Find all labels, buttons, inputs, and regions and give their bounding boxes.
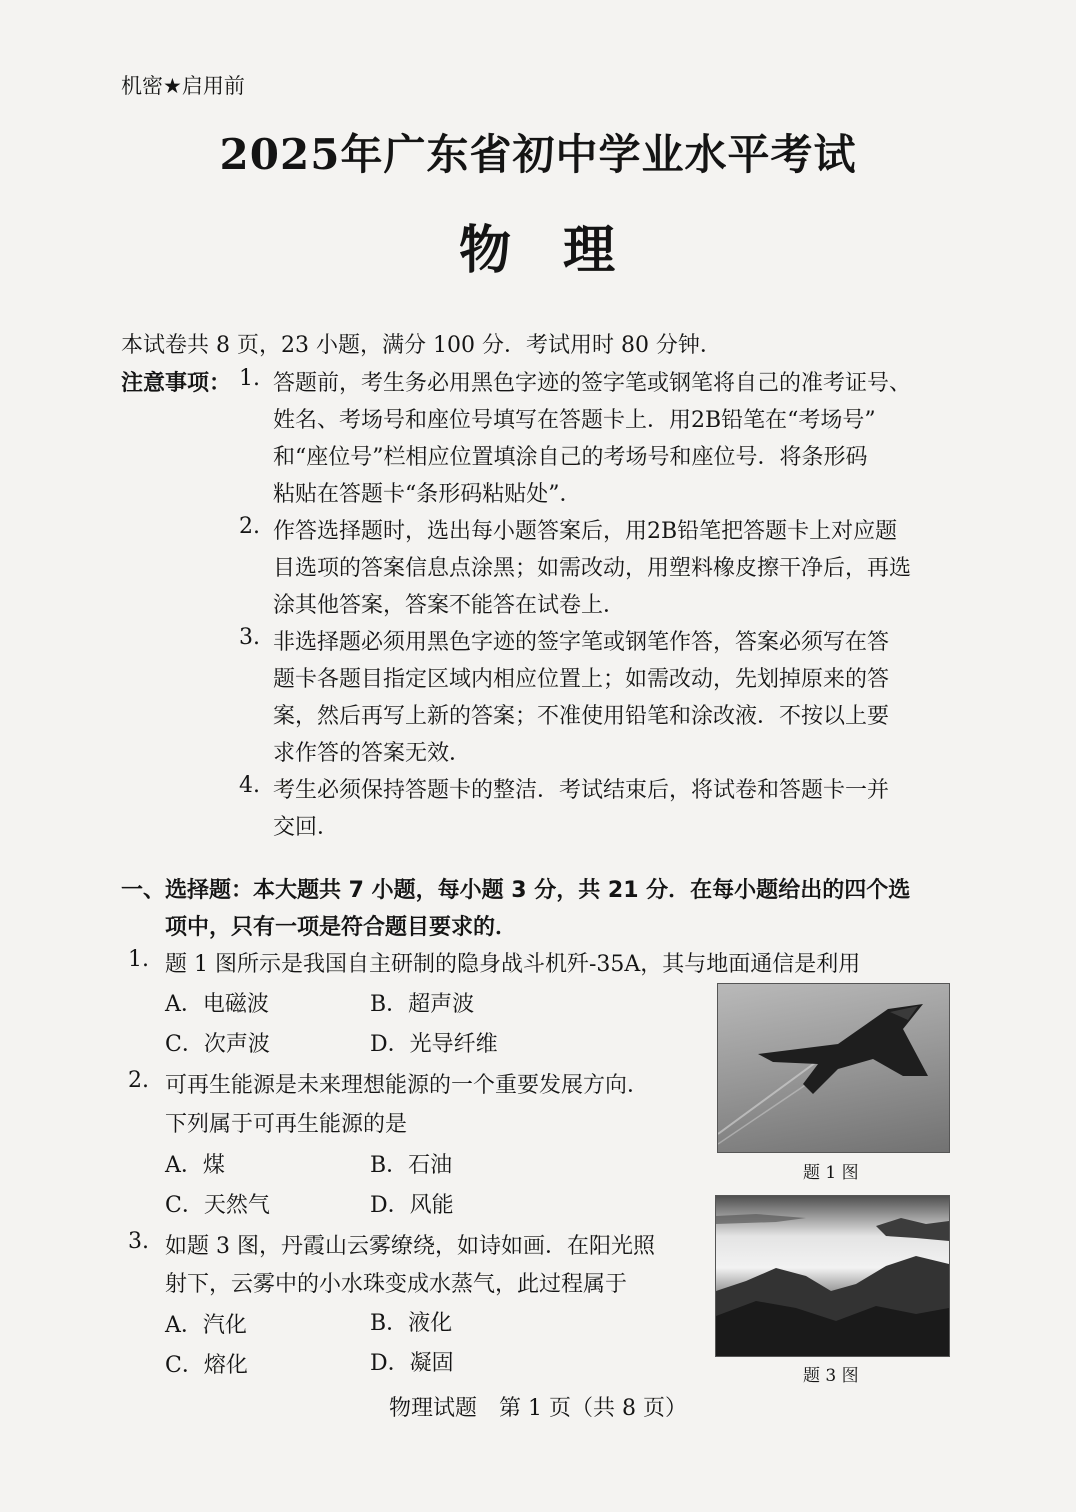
notice-label: 注意事项：: [121, 371, 232, 396]
notice-item-3-num: 3.: [239, 625, 260, 650]
subject-title: [0, 208, 1076, 283]
notice-item-2-line-1: 作答选择题时，选出每小题答案后，用2B铅笔把答题卡上对应题: [273, 519, 898, 544]
notice-item-2-line-3: 涂其他答案，答案不能答在试卷上．: [273, 593, 626, 618]
figure-3-mountain-photo: [715, 1195, 950, 1357]
figure-3-caption: 题 3 图: [803, 1366, 859, 1386]
question-1-stem: 题 1 图所示是我国自主研制的隐身战斗机歼-35A，其与地面通信是利用: [165, 952, 861, 977]
section-1-line-1: 一、选择题：本大题共 7 小题，每小题 3 分，共 21 分．在每小题给出的四个选: [121, 878, 911, 903]
notice-item-2-line-2: 目选项的答案信息点涂黑；如需改动，用塑料橡皮擦干净后，再选: [273, 556, 912, 581]
question-2-stem-line-2: 下列属于可再生能源的是: [165, 1112, 408, 1137]
question-3-option-d: D．凝固: [370, 1351, 454, 1376]
notice-item-4-line-1: 考生必须保持答题卡的整洁．考试结束后，将试卷和答题卡一并: [273, 778, 890, 803]
question-2-option-d: D．风能: [370, 1193, 454, 1218]
question-3-num: 3.: [128, 1229, 149, 1254]
question-3-stem-line-2: 射下，云雾中的小水珠变成水蒸气，此过程属于: [165, 1272, 628, 1297]
question-1-option-d: D．光导纤维: [370, 1032, 498, 1057]
notice-item-1-num: 1.: [239, 366, 260, 391]
exam-info: 本试卷共 8 页，23 小题，满分 100 分．考试用时 80 分钟．: [121, 333, 722, 358]
question-1-option-c: C．次声波: [165, 1032, 270, 1057]
page-footer: 物理试题 第 1 页（共 8 页）: [389, 1396, 687, 1421]
exam-title: 2025年广东省初中学业水平考试: [219, 130, 857, 179]
question-1-option-a: A．电磁波: [165, 992, 269, 1017]
notice-item-1-line-3: 和“座位号”栏相应位置填涂自己的考场号和座位号．将条形码: [273, 445, 868, 470]
notice-item-1-line-1: 答题前，考生务必用黑色字迹的签字笔或钢笔将自己的准考证号、: [273, 371, 912, 396]
notice-item-3-line-4: 求作答的答案无效．: [273, 741, 472, 766]
notice-item-4-line-2: 交回．: [273, 815, 340, 840]
notice-item-3-line-2: 题卡各题目指定区域内相应位置上；如需改动，先划掉原来的答: [273, 667, 890, 692]
mountain-silhouette-icon: [716, 1196, 949, 1356]
jet-silhouette-icon: [718, 984, 949, 1152]
figure-1-caption: 题 1 图: [803, 1163, 859, 1183]
figure-1-jet-photo: [717, 983, 950, 1153]
notice-item-4-num: 4.: [239, 773, 260, 798]
question-2-option-a: A．煤: [165, 1153, 225, 1178]
question-3-stem-line-1: 如题 3 图，丹霞山云雾缭绕，如诗如画．在阳光照: [165, 1234, 655, 1259]
notice-item-1-line-2: 姓名、考场号和座位号填写在答题卡上．用2B铅笔在“考场号”: [273, 408, 876, 433]
notice-item-1-line-4: 粘贴在答题卡“条形码粘贴处”．: [273, 482, 582, 507]
question-1-num: 1.: [128, 947, 149, 972]
notice-item-2-num: 2.: [239, 514, 260, 539]
question-3-option-c: C．熔化: [165, 1353, 248, 1378]
notice-item-3-line-3: 案，然后再写上新的答案；不准使用铅笔和涂改液．不按以上要: [273, 704, 890, 729]
section-1-line-2: 项中，只有一项是符合题目要求的．: [165, 915, 518, 940]
question-3-option-b: B．液化: [370, 1311, 453, 1336]
notice-item-3-line-1: 非选择题必须用黑色字迹的签字笔或钢笔作答，答案必须写在答: [273, 630, 890, 655]
subject-char-1: 物: [458, 221, 513, 281]
question-3-option-a: A．汽化: [165, 1313, 247, 1338]
question-2-num: 2.: [128, 1068, 149, 1093]
subject-char-2: 理: [563, 221, 618, 281]
question-2-option-c: C．天然气: [165, 1193, 270, 1218]
question-1-option-b: B．超声波: [370, 992, 475, 1017]
question-2-option-b: B．石油: [370, 1153, 453, 1178]
confidential-mark: 机密★启用前: [121, 74, 245, 98]
question-2-stem-line-1: 可再生能源是未来理想能源的一个重要发展方向．: [165, 1073, 650, 1098]
